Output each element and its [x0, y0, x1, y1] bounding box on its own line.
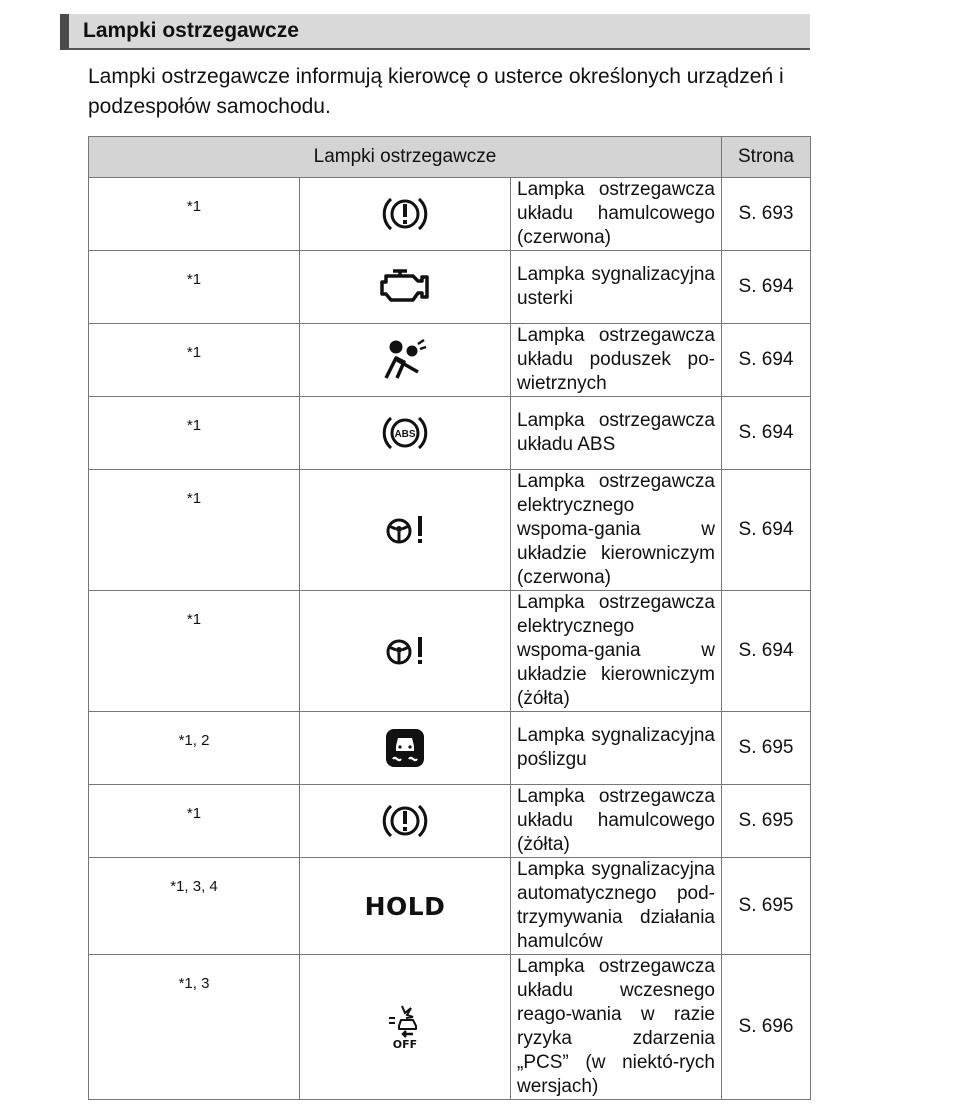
description-cell: Lampka sygnalizacyjna poślizgu: [511, 712, 722, 785]
hold-text-icon: [300, 858, 511, 955]
page-cell: S. 694: [722, 591, 811, 712]
page-cell: S. 694: [722, 324, 811, 397]
description-cell: Lampka ostrzegawcza elektrycznego wspoma-gania w układzie kierowniczym (czerwona): [511, 470, 722, 591]
footnote-cell: *1: [89, 785, 300, 858]
footnote-cell: *1: [89, 178, 300, 251]
footnote-cell: *1, 2: [89, 712, 300, 785]
pcs-off-icon: [300, 955, 511, 1100]
description-cell: Lampka ostrzegawcza układu wczesnego reago-wania w razie ryzyka zdarzenia „PCS” (w niektó-rych wersjach): [511, 955, 722, 1100]
airbag-icon: [300, 324, 511, 397]
table-row: [89, 591, 811, 712]
description-cell: Lampka sygnalizacyjna usterki: [511, 251, 722, 324]
footnote-cell: *1, 3, 4: [89, 858, 300, 955]
page-cell: S. 694: [722, 397, 811, 470]
page-cell: S. 694: [722, 470, 811, 591]
table-row: [89, 712, 811, 785]
footnote-cell: *1: [89, 397, 300, 470]
header-page: Strona: [722, 137, 811, 178]
page-cell: S. 696: [722, 955, 811, 1100]
footnote-cell: *1: [89, 324, 300, 397]
engine-check-icon: [300, 251, 511, 324]
table-row: [89, 178, 811, 251]
brake-warning-icon: [300, 785, 511, 858]
page-cell: S. 695: [722, 858, 811, 955]
footnote-cell: *1, 3: [89, 955, 300, 1100]
svg-text:ABS: ABS: [394, 429, 416, 440]
footnote-cell: *1: [89, 591, 300, 712]
table-row: [89, 324, 811, 397]
brake-warning-icon: [300, 178, 511, 251]
description-cell: Lampka sygnalizacyjna automatycznego pod-trzymywania działania hamulców: [511, 858, 722, 955]
steering-warning-icon: [300, 470, 511, 591]
page-cell: S. 693: [722, 178, 811, 251]
section-header: [60, 14, 810, 50]
slip-indicator-icon: [300, 712, 511, 785]
pcs-off-label: OFF: [392, 1037, 418, 1051]
table-row: [89, 251, 811, 324]
hold-label: HOLD: [364, 891, 446, 921]
intro-text: Lampki ostrzegawcze informują kierowcę o usterce określonych urządzeń i podzespołów samochodu.: [88, 65, 784, 118]
warning-lights-table: [88, 136, 811, 1100]
page-cell: S. 694: [722, 251, 811, 324]
table-row: [89, 955, 811, 1100]
table-row: [89, 470, 811, 591]
description-cell: Lampka ostrzegawcza układu hamulcowego (czerwona): [511, 178, 722, 251]
section-title: Lampki ostrzegawcze: [83, 19, 299, 42]
abs-icon: [300, 397, 511, 470]
table-header-row: [89, 137, 811, 178]
footnote-cell: *1: [89, 251, 300, 324]
header-lamps: Lampki ostrzegawcze: [89, 137, 722, 178]
table-row: [89, 785, 811, 858]
footnote-cell: *1: [89, 470, 300, 591]
description-cell: Lampka ostrzegawcza układu hamulcowego (żółta): [511, 785, 722, 858]
description-cell: Lampka ostrzegawcza układu ABS: [511, 397, 722, 470]
page-cell: S. 695: [722, 785, 811, 858]
description-cell: Lampka ostrzegawcza elektrycznego wspoma-gania w układzie kierowniczym (żółta): [511, 591, 722, 712]
steering-warning-icon: [300, 591, 511, 712]
description-cell: Lampka ostrzegawcza układu poduszek po-wietrznych: [511, 324, 722, 397]
page-cell: S. 695: [722, 712, 811, 785]
table-row: [89, 397, 811, 470]
table-row: [89, 858, 811, 955]
